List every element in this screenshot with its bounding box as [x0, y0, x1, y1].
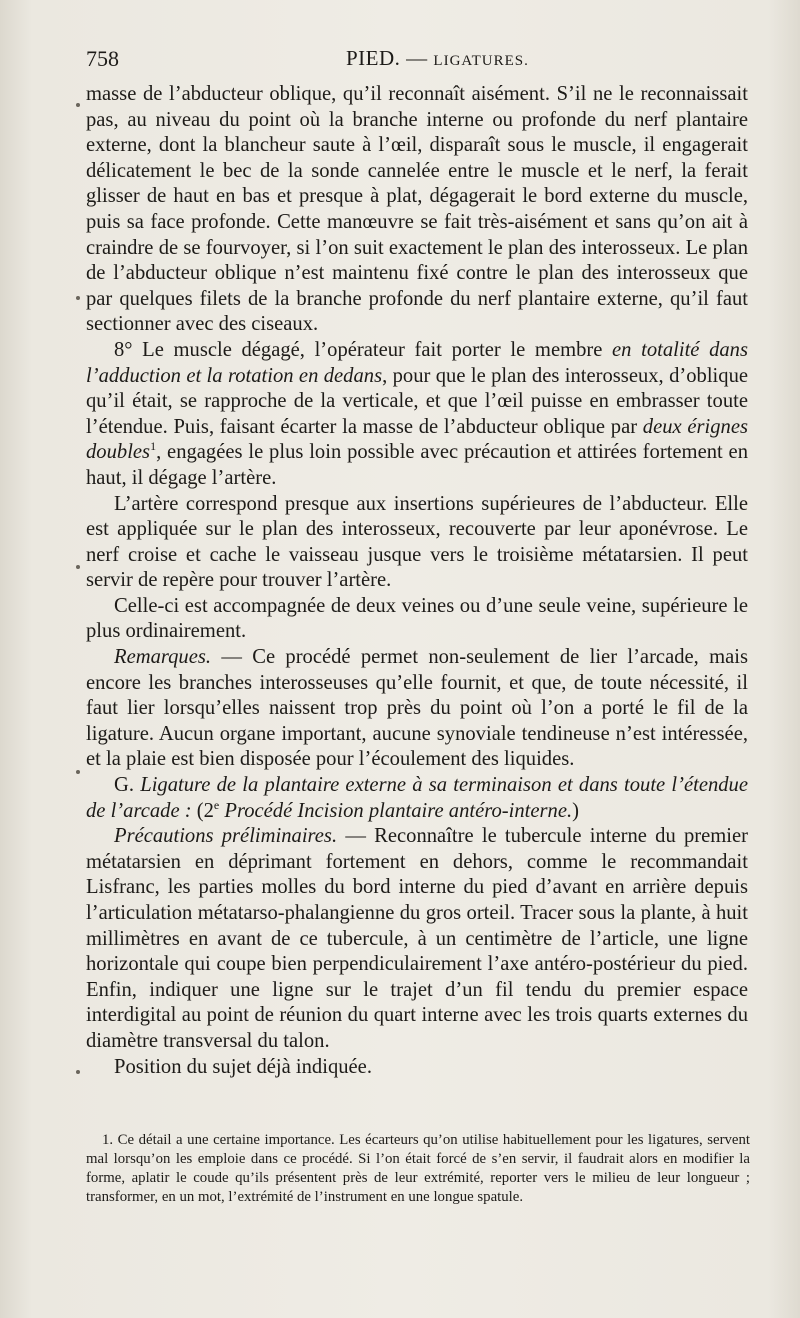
paragraph-p8: Position du sujet déjà indiquée.: [114, 1055, 372, 1078]
margin-mark: [76, 770, 80, 774]
paragraph-p2: [86, 338, 748, 492]
text-run: G.: [114, 774, 141, 797]
paragraph-p7: [86, 824, 748, 1054]
running-head: [346, 46, 529, 71]
italic-run: Ligature de la plantaire externe à sa terminaison et dans toute l’étendue de l’arcade :: [86, 774, 748, 822]
margin-mark: [76, 296, 80, 300]
page-header: [86, 46, 748, 76]
text-run: (2: [191, 799, 214, 822]
text-run: , pour que le plan des interosseux, d’oblique qu’il était, se rapproche de la verticale, et que l’œil puisse en embrasser toute l’étendue. Puis, faisant écarter la masse de l’abducteur oblique par: [86, 364, 749, 438]
running-head-main: PIED. —: [346, 46, 428, 70]
text-run: — Reconnaître le tubercule interne du premier métatarsien en déprimant fortement en dehors, comme le recommandait Lisfranc, les parties molles du bord interne du pied d’avant en arrière depuis l’articulation métatarso-phalangienne du gros orteil. Tracer sous la plante, à huit millimètres en avant de ce tubercule, à un centimètre de l’article, une ligne horizontale qui coupe bien perpendiculairement l’axe antéro-postérieur du pied. Enfin, indiquer une ligne sur le trajet d’un fil tendu du premier espace interdigital au point de réunion du quart interne avec les trois quarts externes du diamètre transversal du talon.: [86, 825, 749, 1052]
footnote-ref: 1: [150, 439, 157, 454]
paragraph-p1: masse de l’abducteur oblique, qu’il reconnaît aisément. S’il ne le reconnaissait pas, au niveau du point où la branche interne ou profonde du nerf plantaire externe, dont la blancheur saute à l’œil, disparaît sous le muscle, il engagerait délicatement le bec de la sonde cannelée entre le muscle et le nerf, la ferait glisser de haut en bas et presque à plat, dégagerait le bord externe du muscle, puis sa face profonde. Cette manœuvre se fait très-aisément et sans qu’on ait à craindre de se fourvoyer, si l’on suit exactement le plan des interosseux. Le plan de l’abducteur oblique n’est maintenu fixé contre le plan des interosseux que par quelques filets de la branche profonde du nerf plantaire externe, qu’il faut sectionner avec des ciseaux.: [86, 83, 748, 336]
body-text: [86, 82, 748, 1080]
italic-run: deux érignes doubles: [86, 415, 748, 464]
text-run: 8° Le muscle dégagé, l’opérateur fait porter le membre: [114, 338, 613, 361]
text-run: ): [572, 799, 579, 822]
page-number: 758: [86, 46, 119, 71]
paragraph-p3: L’artère correspond presque aux insertions supérieures de l’abducteur. Elle est appliquée sur le plan des interosseux, recouverte par leur aponévrose. Le nerf croise et cache le vaisseau jusque vers le troisième métatarsien. Il peut servir de repère pour trouver l’artère.: [86, 492, 748, 592]
italic-run: Procédé Incision plantaire antéro-interne.: [224, 799, 573, 822]
text-run: , engagées le plus loin possible avec précaution et attirées fortement en haut, il dégage l’artère.: [86, 441, 748, 489]
paragraph-p5: [86, 645, 748, 773]
footnote-1: 1. Ce détail a une certaine importance. Les écarteurs qu’on utilise habituellement pour les ligatures, servent mal lorsqu’on les emploie dans ce procédé. Si l’on était forcé de s’en servir, il faudrait alors en modifier la forme, aplatir le coude qu’ils présentent près de leur extrémité, reporter vers le milieu de leur longueur ; transformer, en un mot, l’extrémité de l’instrument en une longue spatule.: [86, 1132, 750, 1205]
italic-run: en totalité dans l’adduction et la rotation en dedans: [86, 338, 748, 387]
margin-mark: [76, 565, 80, 569]
paragraph-p4: Celle-ci est accompagnée de deux veines ou d’une seule veine, supérieure le plus ordinairement.: [86, 594, 748, 643]
text-run: — Ce procédé permet non-seulement de lier l’arcade, mais encore les branches interosseuses qu’elle fournit, et que, de toute nécessité, il faut lier lorsqu’elles naissent trop près du point où l’on a porté le fil de la ligature. Aucun organe important, aucune synoviale tendineuse n’est intéressée, et la plaie est bien disposée pour l’écoulement des liquides.: [86, 646, 748, 771]
paragraph-p6: [86, 773, 748, 824]
footnotes: [86, 1131, 750, 1207]
margin-mark: [76, 103, 80, 107]
italic-run: Précautions préliminaires.: [114, 825, 338, 848]
running-head-sub: LIGATURES.: [433, 53, 529, 69]
margin-mark: [76, 1070, 80, 1074]
italic-run: Remarques.: [114, 646, 212, 669]
footnote-ref: e: [213, 797, 220, 812]
